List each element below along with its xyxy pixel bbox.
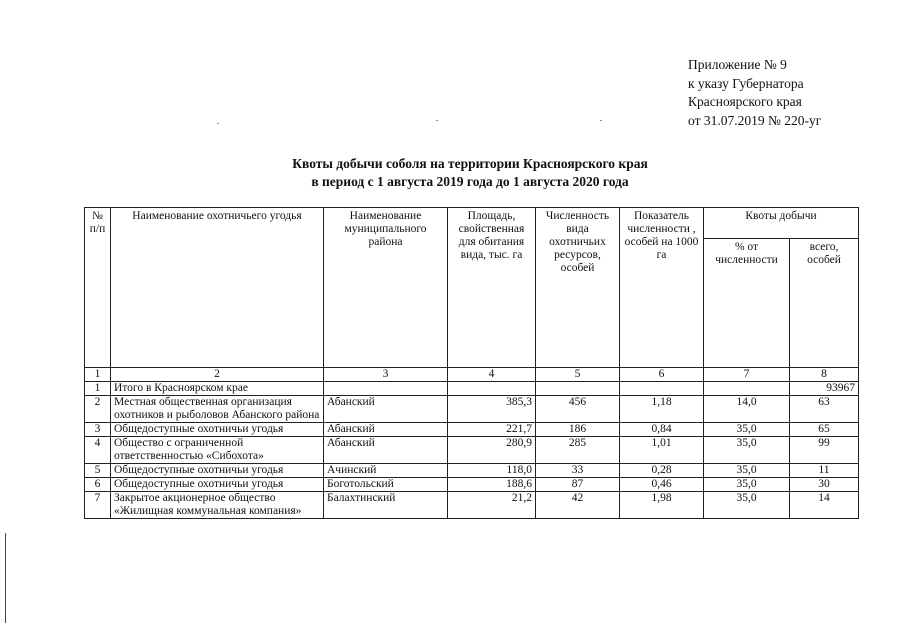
header-district: Наименование муниципального района — [324, 208, 448, 368]
row-density: 1,98 — [620, 492, 704, 519]
row-density: 0,46 — [620, 478, 704, 492]
table-body — [85, 368, 859, 519]
row-quota-total: 14 — [790, 492, 859, 519]
row-district: Абанский — [324, 396, 448, 423]
row-population: 42 — [536, 492, 620, 519]
row-area: 118,0 — [448, 464, 536, 478]
row-num: 6 — [85, 478, 111, 492]
header-quota-pct: % от численности — [704, 239, 790, 368]
row-ground: Общество с ограниченной ответственностью «Сибохота» — [111, 437, 324, 464]
row-ground: Местная общественная организация охотников и рыболовов Абанского района — [111, 396, 324, 423]
scan-dot — [600, 120, 602, 121]
row-population: 33 — [536, 464, 620, 478]
row-num: 5 — [85, 464, 111, 478]
table-row — [85, 437, 859, 464]
row-quota-total: 11 — [790, 464, 859, 478]
empty-cell — [324, 382, 448, 396]
total-row-num: 1 — [85, 382, 111, 396]
header-quota-total: всего, особей — [790, 239, 859, 368]
table-row — [85, 423, 859, 437]
column-number: 1 — [85, 368, 111, 382]
header-population: Численность вида охотничьих ресурсов, особей — [536, 208, 620, 368]
scan-dot — [436, 120, 438, 121]
appendix-line: к указу Губернатора — [688, 75, 804, 91]
row-num: 7 — [85, 492, 111, 519]
row-quota-pct: 35,0 — [704, 423, 790, 437]
row-district: Балахтинский — [324, 492, 448, 519]
total-row-quota: 93967 — [790, 382, 859, 396]
column-number: 7 — [704, 368, 790, 382]
row-quota-pct: 35,0 — [704, 464, 790, 478]
row-quota-total: 99 — [790, 437, 859, 464]
row-population: 87 — [536, 478, 620, 492]
row-quota-pct: 35,0 — [704, 437, 790, 464]
title-line-2: в период с 1 августа 2019 года до 1 августа 2020 года — [311, 174, 629, 189]
column-number: 5 — [536, 368, 620, 382]
appendix-header — [688, 56, 821, 130]
row-num: 4 — [85, 437, 111, 464]
header-area: Площадь, свойственная для обитания вида, тыс. га — [448, 208, 536, 368]
column-number: 3 — [324, 368, 448, 382]
column-number: 2 — [111, 368, 324, 382]
row-district: Боготольский — [324, 478, 448, 492]
scan-edge-mark — [5, 533, 6, 623]
title-line-1: Квоты добычи соболя на территории Красноярского края — [292, 156, 648, 171]
row-ground: Общедоступные охотничьи угодья — [111, 478, 324, 492]
row-district: Ачинский — [324, 464, 448, 478]
row-area: 385,3 — [448, 396, 536, 423]
row-density: 1,01 — [620, 437, 704, 464]
header-ground: Наименование охотничьего угодья — [111, 208, 324, 368]
row-area: 280,9 — [448, 437, 536, 464]
total-row-label: Итого в Красноярском крае — [111, 382, 324, 396]
total-row — [85, 382, 859, 396]
row-num: 3 — [85, 423, 111, 437]
row-area: 221,7 — [448, 423, 536, 437]
table-row — [85, 464, 859, 478]
row-quota-pct: 14,0 — [704, 396, 790, 423]
column-number: 4 — [448, 368, 536, 382]
row-density: 0,84 — [620, 423, 704, 437]
row-district: Абанский — [324, 423, 448, 437]
row-area: 21,2 — [448, 492, 536, 519]
document-title — [230, 155, 710, 191]
row-population: 456 — [536, 396, 620, 423]
appendix-line: от 31.07.2019 № 220-уг — [688, 112, 822, 128]
table-row — [85, 478, 859, 492]
empty-cell — [448, 382, 536, 396]
row-quota-total: 63 — [790, 396, 859, 423]
header-density: Показатель численности , особей на 1000 га — [620, 208, 704, 368]
row-population: 285 — [536, 437, 620, 464]
row-district: Абанский — [324, 437, 448, 464]
header-num: № п/п — [85, 208, 111, 368]
table-row — [85, 396, 859, 423]
row-quota-pct: 35,0 — [704, 492, 790, 519]
scan-dot — [217, 123, 219, 124]
empty-cell — [536, 382, 620, 396]
row-area: 188,6 — [448, 478, 536, 492]
empty-cell — [704, 382, 790, 396]
appendix-line: Приложение № 9 — [688, 57, 787, 72]
row-ground: Общедоступные охотничьи угодья — [111, 423, 324, 437]
column-number-row — [85, 368, 859, 382]
row-quota-pct: 35,0 — [704, 478, 790, 492]
row-ground: Общедоступные охотничьи угодья — [111, 464, 324, 478]
row-density: 1,18 — [620, 396, 704, 423]
row-density: 0,28 — [620, 464, 704, 478]
row-quota-total: 30 — [790, 478, 859, 492]
quota-table — [84, 207, 859, 519]
column-number: 6 — [620, 368, 704, 382]
row-num: 2 — [85, 396, 111, 423]
row-population: 186 — [536, 423, 620, 437]
row-ground: Закрытое акционерное общество «Жилищная коммунальная компания» — [111, 492, 324, 519]
row-quota-total: 65 — [790, 423, 859, 437]
table-row — [85, 492, 859, 519]
header-quota-group: Квоты добычи — [704, 208, 859, 239]
empty-cell — [620, 382, 704, 396]
column-number: 8 — [790, 368, 859, 382]
appendix-line: Красноярского края — [688, 94, 802, 109]
